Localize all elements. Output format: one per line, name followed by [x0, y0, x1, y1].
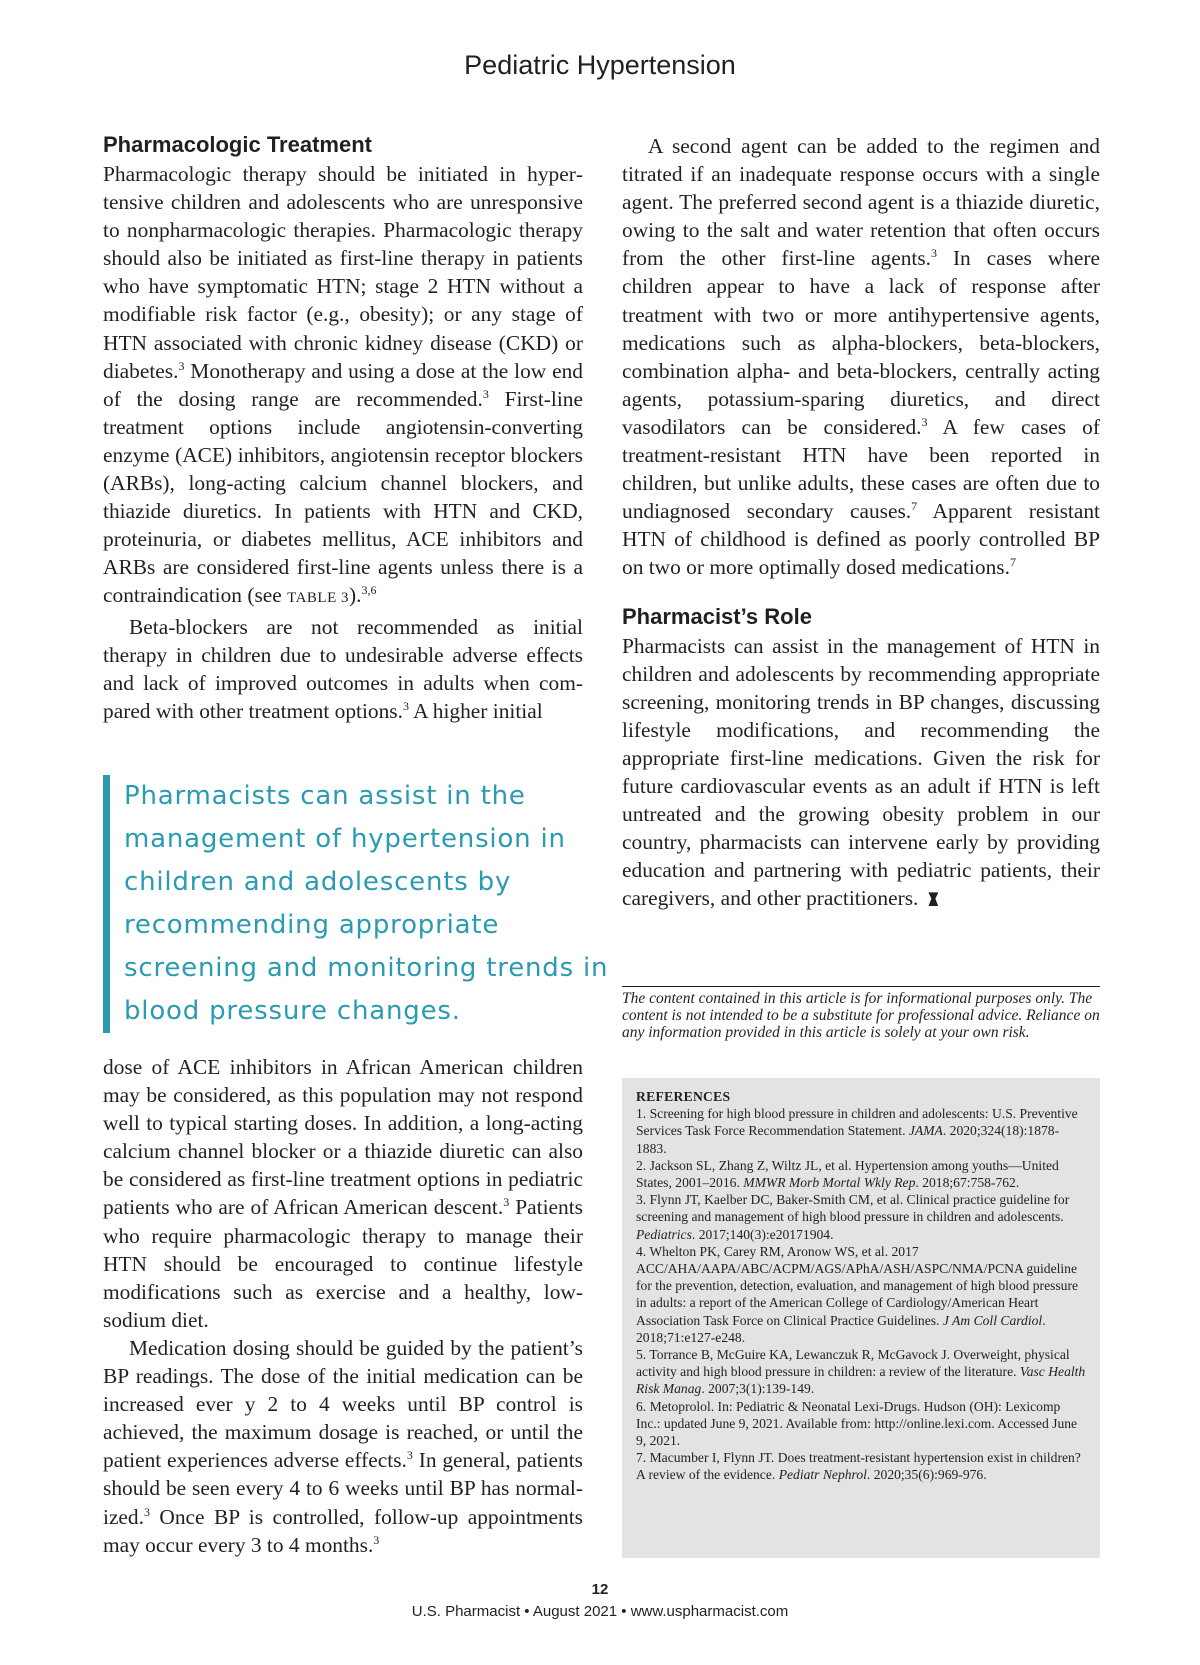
- text-run: dose of ACE inhibitors in African American children may be considered, as this population may not respond well to typical starting doses. In addition, a long-acting calcium channel blocker or a thiazide diuretic can also be considered as first-line treatment options in pediatric patients who are of African American descent.: [103, 1055, 583, 1220]
- text-run: 1. Screening for high blood pressure in children and adolescents: U.S. Preventive Services Task Force Recommendation Statement.: [636, 1106, 1078, 1139]
- table-reference: TABLE 3: [287, 590, 349, 607]
- end-of-article-icon: [928, 892, 938, 906]
- reference-item: [636, 1105, 1086, 1157]
- paragraph-medication-dosing: [103, 1334, 583, 1559]
- citation-superscript: 3: [402, 698, 409, 713]
- left-column-continued: [103, 1053, 583, 1559]
- pull-quote: [103, 775, 614, 1033]
- citation-superscript: 3: [503, 1195, 510, 1210]
- text-run: Monotherapy and using a dose at the low end of the dosing range are recommended.: [103, 358, 583, 411]
- text-run: . 2020;324(18):1878-1883.: [636, 1123, 1060, 1156]
- section-heading-pharmacists-role: Pharmacist’s Role: [622, 603, 812, 629]
- citation-superscript: 3: [143, 1504, 150, 1519]
- citation-superscript: 3: [482, 386, 489, 401]
- text-run: In general, patients should be seen every 4 to 6 weeks until BP has normalized.: [103, 1448, 584, 1529]
- citation-superscript: 3: [921, 414, 928, 429]
- journal-name: JAMA: [908, 1123, 943, 1139]
- text-run: . 2020;35(6):969-976.: [866, 1467, 987, 1483]
- disclaimer: The content contained in this article is for informational purposes only. The content is not intended to be a substitute for professional advice. Reliance on any information provided in this article is solely at your own risk.: [622, 986, 1100, 1041]
- citation-superscript: 3: [406, 1448, 413, 1463]
- citation-superscript: 3: [373, 1532, 380, 1547]
- text-run: 2. Jackson SL, Zhang Z, Wiltz JL, et al. Hypertension among youths—United States, 2001–2016.: [636, 1157, 1059, 1191]
- text-run: Beta-blockers are not recommended as initial therapy in children due to undesirable adverse effects and lack of improved outcomes in adults when compared with other treatment options.: [103, 614, 583, 723]
- reference-item: [636, 1398, 1086, 1450]
- text-run: . 2018;67:758-762.: [915, 1175, 1020, 1191]
- text-run: . 2017;140(3):e20171904.: [691, 1226, 834, 1242]
- reference-item: [636, 1157, 1086, 1191]
- footer-text: U.S. Pharmacist • August 2021 • www.uspharmacist.com: [411, 1603, 789, 1620]
- paragraph-pharmacologic-therapy: [103, 160, 583, 613]
- journal-name: MMWR Morb Mortal Wkly Rep: [743, 1175, 916, 1191]
- text-run: 5. Torrance B, McGuire KA, Lewanczuk R, McGavock J. Overweight, physical activity and high blood pressure in children: a review of the literature.: [636, 1347, 1070, 1380]
- text-run: Pharmacists can assist in the management of HTN in children and adolescents by recommending appropriate screening, monitoring trends in BP changes, discussing lifestyle modifications, and recommending the appropriate first-line medications. Given the risk for future cardiovascular events as an adult if HTN is left untreated and the growing obesity problem in our country, pharmacists can intervene early by providing education and partnering with pediatric patients, their caregivers, and other practitioners.: [622, 633, 1100, 911]
- page-number: 12: [591, 1581, 609, 1598]
- pull-quote-line: management of hypertension in: [124, 824, 566, 854]
- reference-item: [636, 1449, 1086, 1483]
- text-run: Medication dosing should be guided by the patient’s BP readings. The dose of the initial medication can be increased ever y 2 to 4 weeks until BP control is achieved, the maximum dosage is reached, or until the patient experiences adverse effects.: [103, 1335, 583, 1473]
- section-heading-pharmacologic-treatment: Pharmacologic Treatment: [103, 132, 372, 157]
- paragraph-beta-blockers: [103, 613, 583, 725]
- text-run: Apparent resistant HTN of childhood is defined as poorly controlled BP on two or more optimally dosed medications.: [622, 499, 1100, 580]
- text-run: 4. Whelton PK, Carey RM, Aronow WS, et al. 2017 ACC/AHA/AAPA/ABC/ACPM/AGS/APhA/ASH/ASPC/NMA/PCNA guideline for the prevention, detection, evaluation, and management of high blood pressure in adults: a report of the American College of Cardiology/American Heart Association Task Force on Clinical Practice Guidelines.: [636, 1243, 1079, 1328]
- text-run: . 2018;71:e127-e248.: [636, 1312, 1046, 1345]
- text-run: . 2007;3(1):139-149.: [701, 1381, 815, 1397]
- page-header-title: Pediatric Hypertension: [464, 50, 736, 80]
- text-run: 6. Metoprolol. In: Pediatric & Neonatal Lexi-Drugs. Hudson (OH): Lexicomp Inc.: updated June 9, 2021. Available from: http://online.lexi.com. Accessed June 9, 2021.: [636, 1398, 1078, 1449]
- text-run: A few cases of treatment-resistant HTN have been reported in children, but unlike adults, these cases are often due to undiagnosed secondary causes.: [622, 414, 1100, 524]
- paragraph-african-american-dosing: [103, 1053, 583, 1334]
- text-run: A higher initial: [408, 698, 543, 723]
- right-column: [622, 132, 1100, 912]
- text-run: Patients who require pharmacologic therapy to manage their HTN should be encouraged to continue lifestyle modifications such as exercise and a healthy, low-sodium diet.: [103, 1195, 583, 1332]
- text-run: 3. Flynn JT, Kaelber DC, Baker-Smith CM, et al. Clinical practice guideline for screening and management of high blood pressure in children and adolescents.: [636, 1192, 1070, 1225]
- pull-quote-line: screening and monitoring trends in: [124, 953, 609, 983]
- journal-name: J Am Coll Cardiol: [942, 1312, 1043, 1328]
- citation-superscript: 7: [1009, 555, 1016, 570]
- citation-superscript: 3: [931, 246, 938, 261]
- reference-item: [636, 1191, 1086, 1243]
- journal-name: Pediatr Nephrol: [778, 1467, 867, 1483]
- pull-quote-line: recommending appropriate: [124, 910, 500, 940]
- citation-superscript: 7: [911, 499, 918, 514]
- journal-name: Pediatrics: [636, 1226, 692, 1242]
- references-title: REFERENCES: [636, 1089, 731, 1104]
- pull-quote-line: Pharmacists can assist in the: [124, 781, 526, 811]
- pull-quote-line: children and adolescents by: [124, 867, 512, 897]
- text-run: ).: [349, 583, 362, 608]
- reference-item: [636, 1346, 1086, 1398]
- references-box: [622, 1078, 1100, 1558]
- text-run: A second agent can be added to the regimen and titrated if an inadequate response occurs with a single agent. The preferred second agent is a thiazide diuretic, owing to the salt and water retention that often occurs from the other first-line agents.: [622, 134, 1100, 271]
- text-run: 7. Macumber I, Flynn JT. Does treatment-resistant hypertension exist in children? A review of the evidence.: [636, 1450, 1081, 1483]
- text-run: First-line treatment options include angiotensin-converting enzyme (ACE) inhibitors, angiotensin receptor blockers (ARBs), long-acting calcium channel blockers, and thiazide diuretics. In patients with HTN and CKD, proteinuria, or diabetes mellitus, ACE inhibitors and ARBs are considered first-line agents unless there is a contraindication (see: [103, 386, 583, 608]
- journal-name: Vasc Health Risk Manag: [636, 1364, 1086, 1397]
- text-run: Once BP is controlled, follow-up appointments may occur every 3 to 4 months.: [103, 1504, 583, 1557]
- paragraph-second-agent: [622, 132, 1100, 582]
- paragraph-pharmacists-role: [622, 632, 1100, 913]
- citation-superscript: 3,6: [361, 583, 377, 598]
- citation-superscript: 3: [178, 358, 185, 373]
- reference-item: [636, 1243, 1086, 1346]
- text-run: Pharmacologic therapy should be initiated in hypertensive children and adolescents who are unresponsive to nonpharmacologic therapies. Pharmacologic therapy should also be initiated as first-line therapy in patients who have symptomatic HTN; stage 2 HTN without a modifiable risk factor (e.g., obesity); or any stage of HTN associated with chronic kidney disease (CKD) or diabetes.: [103, 162, 583, 383]
- pull-quote-line: blood pressure changes.: [124, 996, 461, 1026]
- left-column: [103, 130, 583, 725]
- text-run: In cases where children appear to have a lack of response after treatment with two or more antihypertensive agents, medications such as alpha-blockers, beta-blockers, combination alpha- and beta-blockers, centrally acting agents, potassium-sparing diuretics, and direct vasodilators can be considered.: [622, 246, 1100, 439]
